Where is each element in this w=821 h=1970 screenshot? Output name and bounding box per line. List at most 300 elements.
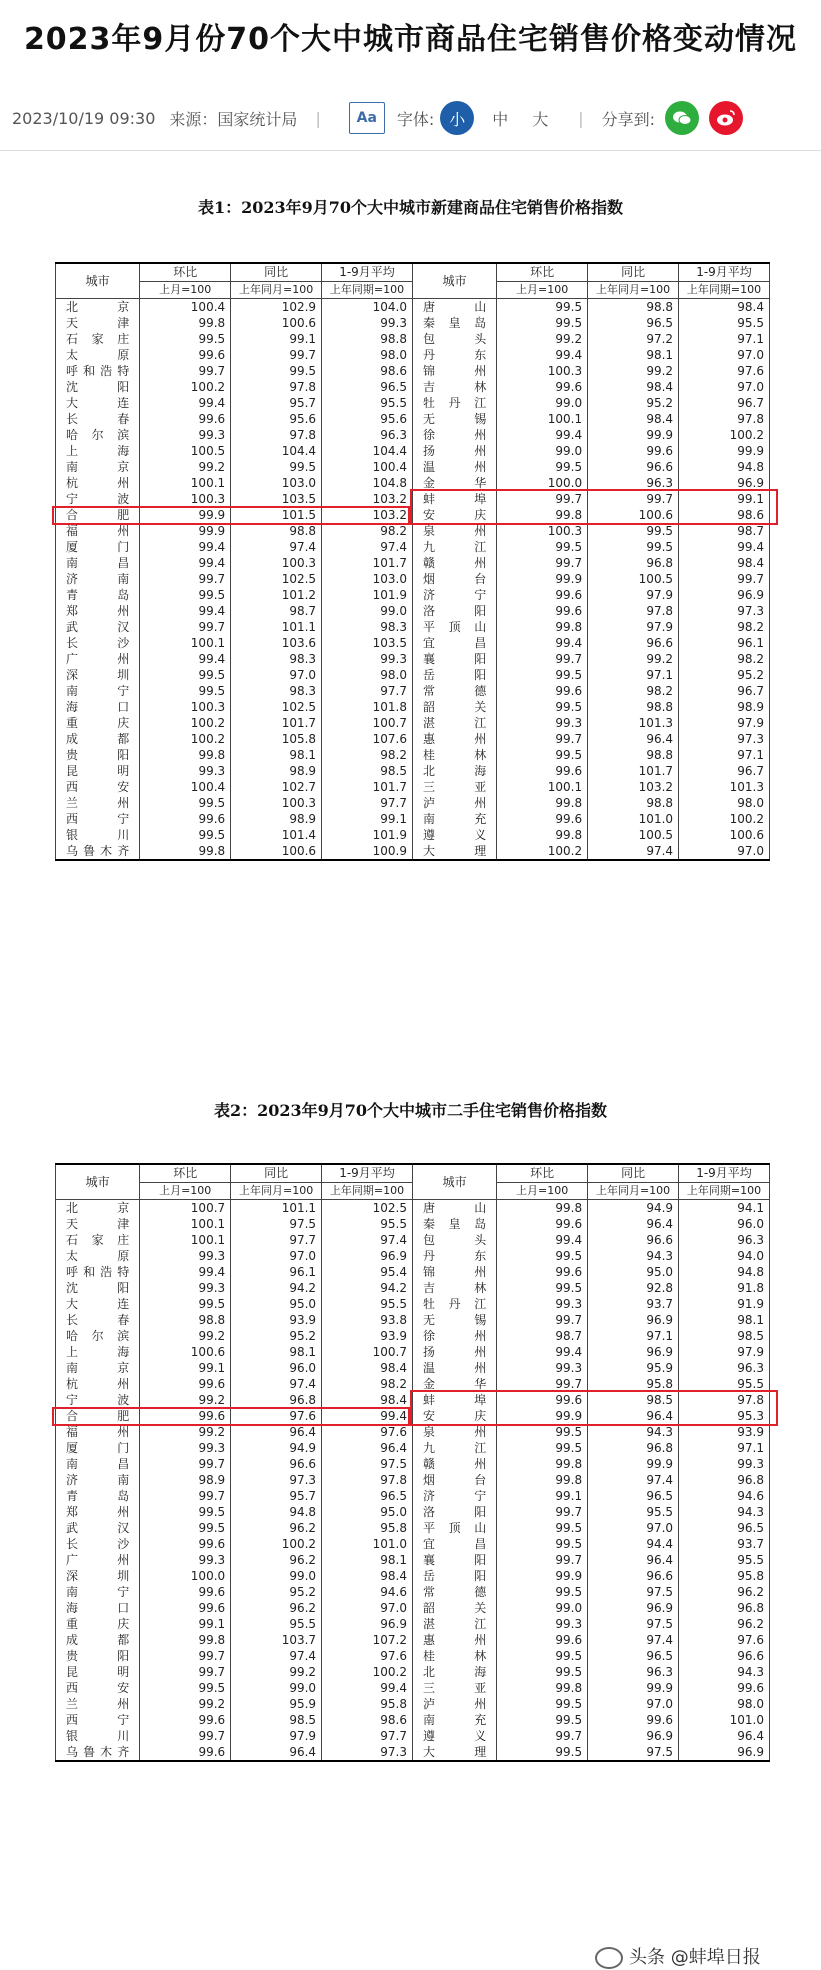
index-cell: 97.6 <box>322 1648 413 1664</box>
table-row <box>56 315 770 331</box>
city-cell: 烟台 <box>412 571 496 587</box>
weibo-share-icon[interactable] <box>709 101 743 135</box>
font-size-medium-button[interactable]: 中 <box>492 109 509 129</box>
index-cell: 99.6 <box>588 1712 679 1728</box>
city-cell: 长沙 <box>56 635 140 651</box>
index-cell: 99.5 <box>497 747 588 763</box>
index-cell: 107.6 <box>322 731 413 747</box>
index-cell: 97.1 <box>588 667 679 683</box>
index-cell: 99.6 <box>140 1408 231 1424</box>
index-cell: 98.4 <box>679 555 770 571</box>
city-cell: 贵阳 <box>56 747 140 763</box>
index-cell: 97.6 <box>322 1424 413 1440</box>
city-cell: 九江 <box>412 539 496 555</box>
city-cell: 西宁 <box>56 1712 140 1728</box>
city-cell: 牡丹江 <box>412 1296 496 1312</box>
city-cell: 杭州 <box>56 475 140 491</box>
index-cell: 97.6 <box>679 1632 770 1648</box>
city-cell: 长沙 <box>56 1536 140 1552</box>
table-row <box>56 587 770 603</box>
city-cell: 南宁 <box>56 683 140 699</box>
index-cell: 99.7 <box>588 491 679 507</box>
index-cell: 99.6 <box>140 1712 231 1728</box>
index-cell: 100.6 <box>231 843 322 860</box>
index-cell: 99.5 <box>140 1504 231 1520</box>
index-cell: 99.6 <box>497 1632 588 1648</box>
index-cell: 95.9 <box>588 1360 679 1376</box>
index-cell: 103.2 <box>322 491 413 507</box>
header-yoy: 同比 <box>231 263 322 281</box>
index-cell: 99.6 <box>588 443 679 459</box>
index-cell: 97.1 <box>679 747 770 763</box>
table-row <box>56 1520 770 1536</box>
index-cell: 99.7 <box>140 1648 231 1664</box>
index-cell: 99.8 <box>497 795 588 811</box>
table-row <box>56 459 770 475</box>
index-cell: 100.9 <box>322 843 413 860</box>
city-cell: 湛江 <box>412 715 496 731</box>
index-cell: 98.4 <box>679 299 770 316</box>
index-cell: 103.2 <box>322 507 413 523</box>
index-cell: 97.4 <box>322 1232 413 1248</box>
table-row <box>56 763 770 779</box>
index-cell: 93.8 <box>322 1312 413 1328</box>
city-cell: 沈阳 <box>56 1280 140 1296</box>
table1-caption: 表1：2023年9月70个大中城市新建商品住宅销售价格指数 <box>197 198 624 217</box>
city-cell: 惠州 <box>412 1632 496 1648</box>
index-cell: 99.9 <box>679 443 770 459</box>
index-cell: 101.3 <box>588 715 679 731</box>
table-row <box>56 1648 770 1664</box>
city-cell: 南充 <box>412 1712 496 1728</box>
index-cell: 98.5 <box>679 1328 770 1344</box>
header-mom-base: 上月=100 <box>140 1182 231 1199</box>
city-cell: 深圳 <box>56 667 140 683</box>
index-cell: 96.2 <box>679 1584 770 1600</box>
wechat-share-icon[interactable] <box>665 101 699 135</box>
index-cell: 99.7 <box>140 619 231 635</box>
index-cell: 99.1 <box>140 1616 231 1632</box>
table-row <box>56 1456 770 1472</box>
index-cell: 97.5 <box>588 1616 679 1632</box>
city-cell: 泉州 <box>412 1424 496 1440</box>
city-cell: 广州 <box>56 1552 140 1568</box>
table-row <box>56 1584 770 1600</box>
index-cell: 99.5 <box>497 1280 588 1296</box>
city-cell: 岳阳 <box>412 667 496 683</box>
city-cell: 哈尔滨 <box>56 1328 140 1344</box>
index-cell: 99.6 <box>140 1600 231 1616</box>
index-cell: 96.3 <box>588 1664 679 1680</box>
header-city: 城市 <box>56 263 140 299</box>
index-cell: 99.2 <box>140 1392 231 1408</box>
index-cell: 103.5 <box>231 491 322 507</box>
city-cell: 桂林 <box>412 1648 496 1664</box>
index-cell: 100.4 <box>140 779 231 795</box>
table-row <box>56 635 770 651</box>
index-cell: 99.5 <box>497 1248 588 1264</box>
index-cell: 97.2 <box>588 331 679 347</box>
index-cell: 97.0 <box>679 379 770 395</box>
city-cell: 遵义 <box>412 827 496 843</box>
index-cell: 99.5 <box>231 459 322 475</box>
index-cell: 95.5 <box>322 1216 413 1232</box>
city-cell: 广州 <box>56 651 140 667</box>
city-cell: 呼和浩特 <box>56 363 140 379</box>
index-cell: 96.9 <box>679 1744 770 1761</box>
index-cell: 101.7 <box>322 779 413 795</box>
index-cell: 104.0 <box>322 299 413 316</box>
city-cell: 青岛 <box>56 587 140 603</box>
index-cell: 95.0 <box>231 1296 322 1312</box>
index-cell: 99.7 <box>497 651 588 667</box>
index-cell: 99.7 <box>140 363 231 379</box>
index-cell: 97.4 <box>588 1632 679 1648</box>
index-cell: 97.3 <box>231 1472 322 1488</box>
header-yoy-base: 上年同月=100 <box>588 281 679 298</box>
index-cell: 100.2 <box>497 843 588 860</box>
city-cell: 济南 <box>56 571 140 587</box>
index-cell: 100.7 <box>322 715 413 731</box>
index-cell: 99.9 <box>588 1456 679 1472</box>
city-cell: 包头 <box>412 1232 496 1248</box>
index-cell: 97.0 <box>588 1696 679 1712</box>
index-cell: 99.6 <box>140 411 231 427</box>
index-cell: 97.5 <box>322 1456 413 1472</box>
index-cell: 96.5 <box>588 1488 679 1504</box>
index-cell: 95.9 <box>231 1696 322 1712</box>
header-city: 城市 <box>412 263 496 299</box>
city-cell: 遵义 <box>412 1728 496 1744</box>
index-cell: 99.5 <box>140 1296 231 1312</box>
index-cell: 99.4 <box>140 603 231 619</box>
table-row <box>56 843 770 860</box>
city-cell: 泸州 <box>412 795 496 811</box>
table-row <box>56 1488 770 1504</box>
city-cell: 唐山 <box>412 299 496 316</box>
table-row <box>56 795 770 811</box>
city-cell: 重庆 <box>56 1616 140 1632</box>
index-cell: 100.2 <box>140 731 231 747</box>
index-cell: 99.4 <box>140 555 231 571</box>
index-cell: 94.4 <box>588 1536 679 1552</box>
city-cell: 厦门 <box>56 1440 140 1456</box>
index-cell: 100.6 <box>679 827 770 843</box>
table-row <box>56 715 770 731</box>
table-row <box>56 299 770 316</box>
index-cell: 96.8 <box>231 1392 322 1408</box>
index-cell: 99.6 <box>140 1744 231 1761</box>
index-cell: 99.3 <box>497 715 588 731</box>
city-cell: 福州 <box>56 1424 140 1440</box>
header-city: 城市 <box>412 1164 496 1200</box>
index-cell: 99.6 <box>497 811 588 827</box>
index-cell: 96.4 <box>588 1408 679 1424</box>
index-cell: 105.8 <box>231 731 322 747</box>
city-cell: 武汉 <box>56 619 140 635</box>
header-mom: 环比 <box>497 1164 588 1182</box>
index-cell: 99.8 <box>497 827 588 843</box>
city-cell: 包头 <box>412 331 496 347</box>
header-avg: 1-9月平均 <box>322 263 413 281</box>
index-cell: 99.6 <box>497 1392 588 1408</box>
city-cell: 西宁 <box>56 811 140 827</box>
city-cell: 锦州 <box>412 1264 496 1280</box>
index-cell: 95.2 <box>231 1584 322 1600</box>
index-cell: 96.9 <box>679 587 770 603</box>
city-cell: 济南 <box>56 1472 140 1488</box>
index-cell: 94.9 <box>588 1200 679 1217</box>
table-row <box>56 1280 770 1296</box>
index-cell: 99.7 <box>679 571 770 587</box>
table-row <box>56 571 770 587</box>
index-cell: 97.4 <box>588 1472 679 1488</box>
highlight-box-table1-left <box>52 506 410 525</box>
index-cell: 101.7 <box>588 763 679 779</box>
source-label: 来源：国家统计局 <box>169 109 298 129</box>
index-cell: 100.4 <box>322 459 413 475</box>
index-cell: 95.5 <box>322 395 413 411</box>
header-avg-base: 上年同期=100 <box>322 281 413 298</box>
index-cell: 99.5 <box>497 1520 588 1536</box>
table-row <box>56 1728 770 1744</box>
index-cell: 99.8 <box>140 843 231 860</box>
city-cell: 合肥 <box>56 507 140 523</box>
index-cell: 100.3 <box>140 491 231 507</box>
index-cell: 96.7 <box>679 763 770 779</box>
index-cell: 95.2 <box>679 667 770 683</box>
index-cell: 99.4 <box>497 347 588 363</box>
city-cell: 襄阳 <box>412 1552 496 1568</box>
index-cell: 93.7 <box>588 1296 679 1312</box>
index-cell: 91.8 <box>679 1280 770 1296</box>
index-cell: 99.3 <box>140 427 231 443</box>
index-cell: 96.8 <box>679 1600 770 1616</box>
table-row <box>56 779 770 795</box>
index-cell: 101.3 <box>679 779 770 795</box>
index-cell: 98.4 <box>322 1392 413 1408</box>
table-row <box>56 1424 770 1440</box>
index-cell: 99.5 <box>231 363 322 379</box>
index-cell: 100.1 <box>140 1216 231 1232</box>
city-cell: 重庆 <box>56 715 140 731</box>
index-cell: 99.8 <box>497 1680 588 1696</box>
city-cell: 杭州 <box>56 1376 140 1392</box>
index-cell: 94.1 <box>679 1200 770 1217</box>
header-yoy: 同比 <box>588 263 679 281</box>
font-size-large-button[interactable]: 大 <box>532 109 549 129</box>
text-size-icon[interactable]: Aa <box>349 102 385 134</box>
index-cell: 99.8 <box>140 315 231 331</box>
index-cell: 100.0 <box>497 475 588 491</box>
index-cell: 102.5 <box>231 699 322 715</box>
city-cell: 合肥 <box>56 1408 140 1424</box>
index-cell: 98.9 <box>679 699 770 715</box>
city-cell: 金华 <box>412 1376 496 1392</box>
index-cell: 98.2 <box>679 651 770 667</box>
index-cell: 97.8 <box>322 1472 413 1488</box>
index-cell: 96.5 <box>588 1648 679 1664</box>
index-cell: 96.0 <box>231 1360 322 1376</box>
index-cell: 98.0 <box>322 667 413 683</box>
index-cell: 100.6 <box>140 1344 231 1360</box>
index-cell: 100.5 <box>588 827 679 843</box>
header-city: 城市 <box>56 1164 140 1200</box>
index-cell: 98.6 <box>679 507 770 523</box>
index-cell: 96.7 <box>679 395 770 411</box>
city-cell: 洛阳 <box>412 603 496 619</box>
index-cell: 102.5 <box>322 1200 413 1217</box>
city-cell: 郑州 <box>56 1504 140 1520</box>
city-cell: 石家庄 <box>56 1232 140 1248</box>
city-cell: 贵阳 <box>56 1648 140 1664</box>
index-cell: 99.0 <box>497 395 588 411</box>
index-cell: 94.3 <box>679 1664 770 1680</box>
index-cell: 100.7 <box>140 1200 231 1217</box>
city-cell: 郑州 <box>56 603 140 619</box>
city-cell: 徐州 <box>412 427 496 443</box>
city-cell: 银川 <box>56 1728 140 1744</box>
font-label: 字体: <box>396 109 435 129</box>
index-cell: 95.5 <box>679 1376 770 1392</box>
index-cell: 96.2 <box>231 1552 322 1568</box>
city-cell: 烟台 <box>412 1472 496 1488</box>
index-cell: 97.3 <box>322 1744 413 1761</box>
index-cell: 103.7 <box>231 1632 322 1648</box>
index-cell: 96.6 <box>231 1456 322 1472</box>
city-cell: 蚌埠 <box>412 491 496 507</box>
city-cell: 韶关 <box>412 1600 496 1616</box>
table-row <box>56 1296 770 1312</box>
index-cell: 98.9 <box>231 763 322 779</box>
table-row <box>56 1744 770 1761</box>
index-cell: 99.7 <box>497 555 588 571</box>
index-cell: 99.2 <box>140 1328 231 1344</box>
index-cell: 96.9 <box>322 1616 413 1632</box>
index-cell: 96.4 <box>588 731 679 747</box>
index-cell: 95.5 <box>231 1616 322 1632</box>
index-cell: 97.5 <box>588 1744 679 1761</box>
table-row <box>56 1664 770 1680</box>
index-cell: 99.5 <box>497 1536 588 1552</box>
city-cell: 岳阳 <box>412 1568 496 1584</box>
city-cell: 丹东 <box>412 1248 496 1264</box>
index-cell: 99.4 <box>140 1264 231 1280</box>
index-cell: 99.7 <box>497 1376 588 1392</box>
city-cell: 兰州 <box>56 795 140 811</box>
index-cell: 98.2 <box>679 619 770 635</box>
city-cell: 金华 <box>412 475 496 491</box>
index-cell: 96.4 <box>679 1728 770 1744</box>
index-cell: 97.5 <box>231 1216 322 1232</box>
index-cell: 96.8 <box>588 1440 679 1456</box>
city-cell: 吉林 <box>412 379 496 395</box>
index-cell: 99.6 <box>497 1264 588 1280</box>
table-row <box>56 683 770 699</box>
index-cell: 100.2 <box>679 427 770 443</box>
index-cell: 99.7 <box>497 1312 588 1328</box>
index-cell: 96.8 <box>679 1472 770 1488</box>
index-cell: 96.3 <box>679 1232 770 1248</box>
index-cell: 99.3 <box>497 1616 588 1632</box>
index-cell: 98.3 <box>322 619 413 635</box>
index-cell: 99.5 <box>497 299 588 316</box>
index-cell: 97.8 <box>231 427 322 443</box>
font-size-small-button[interactable]: 小 <box>440 101 474 135</box>
city-cell: 南充 <box>412 811 496 827</box>
index-cell: 98.5 <box>588 1392 679 1408</box>
index-cell: 97.1 <box>679 331 770 347</box>
index-cell: 99.9 <box>497 1568 588 1584</box>
city-cell: 秦皇岛 <box>412 315 496 331</box>
index-cell: 94.9 <box>231 1440 322 1456</box>
city-cell: 九江 <box>412 1440 496 1456</box>
index-cell: 96.5 <box>322 1488 413 1504</box>
index-cell: 96.6 <box>588 1568 679 1584</box>
index-cell: 100.5 <box>588 571 679 587</box>
header-mom-base: 上月=100 <box>497 281 588 298</box>
city-cell: 襄阳 <box>412 651 496 667</box>
index-cell: 94.8 <box>679 459 770 475</box>
index-cell: 98.1 <box>322 1552 413 1568</box>
index-cell: 99.1 <box>140 1360 231 1376</box>
index-cell: 99.5 <box>140 827 231 843</box>
index-cell: 99.0 <box>231 1568 322 1584</box>
index-cell: 95.7 <box>231 395 322 411</box>
index-cell: 99.7 <box>231 347 322 363</box>
index-cell: 99.1 <box>322 811 413 827</box>
index-cell: 95.5 <box>679 1552 770 1568</box>
divider: | <box>578 108 584 128</box>
index-cell: 98.8 <box>588 747 679 763</box>
table2-caption: 表2：2023年9月70个大中城市二手住宅销售价格指数 <box>213 1101 608 1120</box>
index-cell: 96.6 <box>588 635 679 651</box>
index-cell: 104.8 <box>322 475 413 491</box>
index-cell: 98.4 <box>322 1360 413 1376</box>
table-row <box>56 379 770 395</box>
table-row <box>56 731 770 747</box>
index-cell: 100.2 <box>231 1536 322 1552</box>
city-cell: 常德 <box>412 1584 496 1600</box>
city-cell: 沈阳 <box>56 379 140 395</box>
index-cell: 103.6 <box>231 635 322 651</box>
index-cell: 99.6 <box>140 1536 231 1552</box>
index-cell: 97.0 <box>679 347 770 363</box>
index-cell: 97.3 <box>679 603 770 619</box>
index-cell: 99.9 <box>140 507 231 523</box>
index-cell: 96.4 <box>588 1552 679 1568</box>
city-cell: 大理 <box>412 843 496 860</box>
index-cell: 99.0 <box>497 443 588 459</box>
city-cell: 徐州 <box>412 1328 496 1344</box>
city-cell: 大理 <box>412 1744 496 1761</box>
index-cell: 99.4 <box>679 539 770 555</box>
city-cell: 蚌埠 <box>412 1392 496 1408</box>
index-cell: 100.6 <box>231 315 322 331</box>
index-cell: 96.2 <box>231 1520 322 1536</box>
index-cell: 93.9 <box>322 1328 413 1344</box>
index-cell: 95.6 <box>231 411 322 427</box>
index-cell: 98.0 <box>679 1696 770 1712</box>
index-cell: 99.5 <box>497 667 588 683</box>
index-cell: 99.6 <box>679 1680 770 1696</box>
city-cell: 呼和浩特 <box>56 1264 140 1280</box>
index-cell: 97.9 <box>588 587 679 603</box>
index-cell: 99.5 <box>497 1648 588 1664</box>
index-cell: 99.0 <box>231 1680 322 1696</box>
index-cell: 96.5 <box>322 379 413 395</box>
table-row <box>56 1696 770 1712</box>
